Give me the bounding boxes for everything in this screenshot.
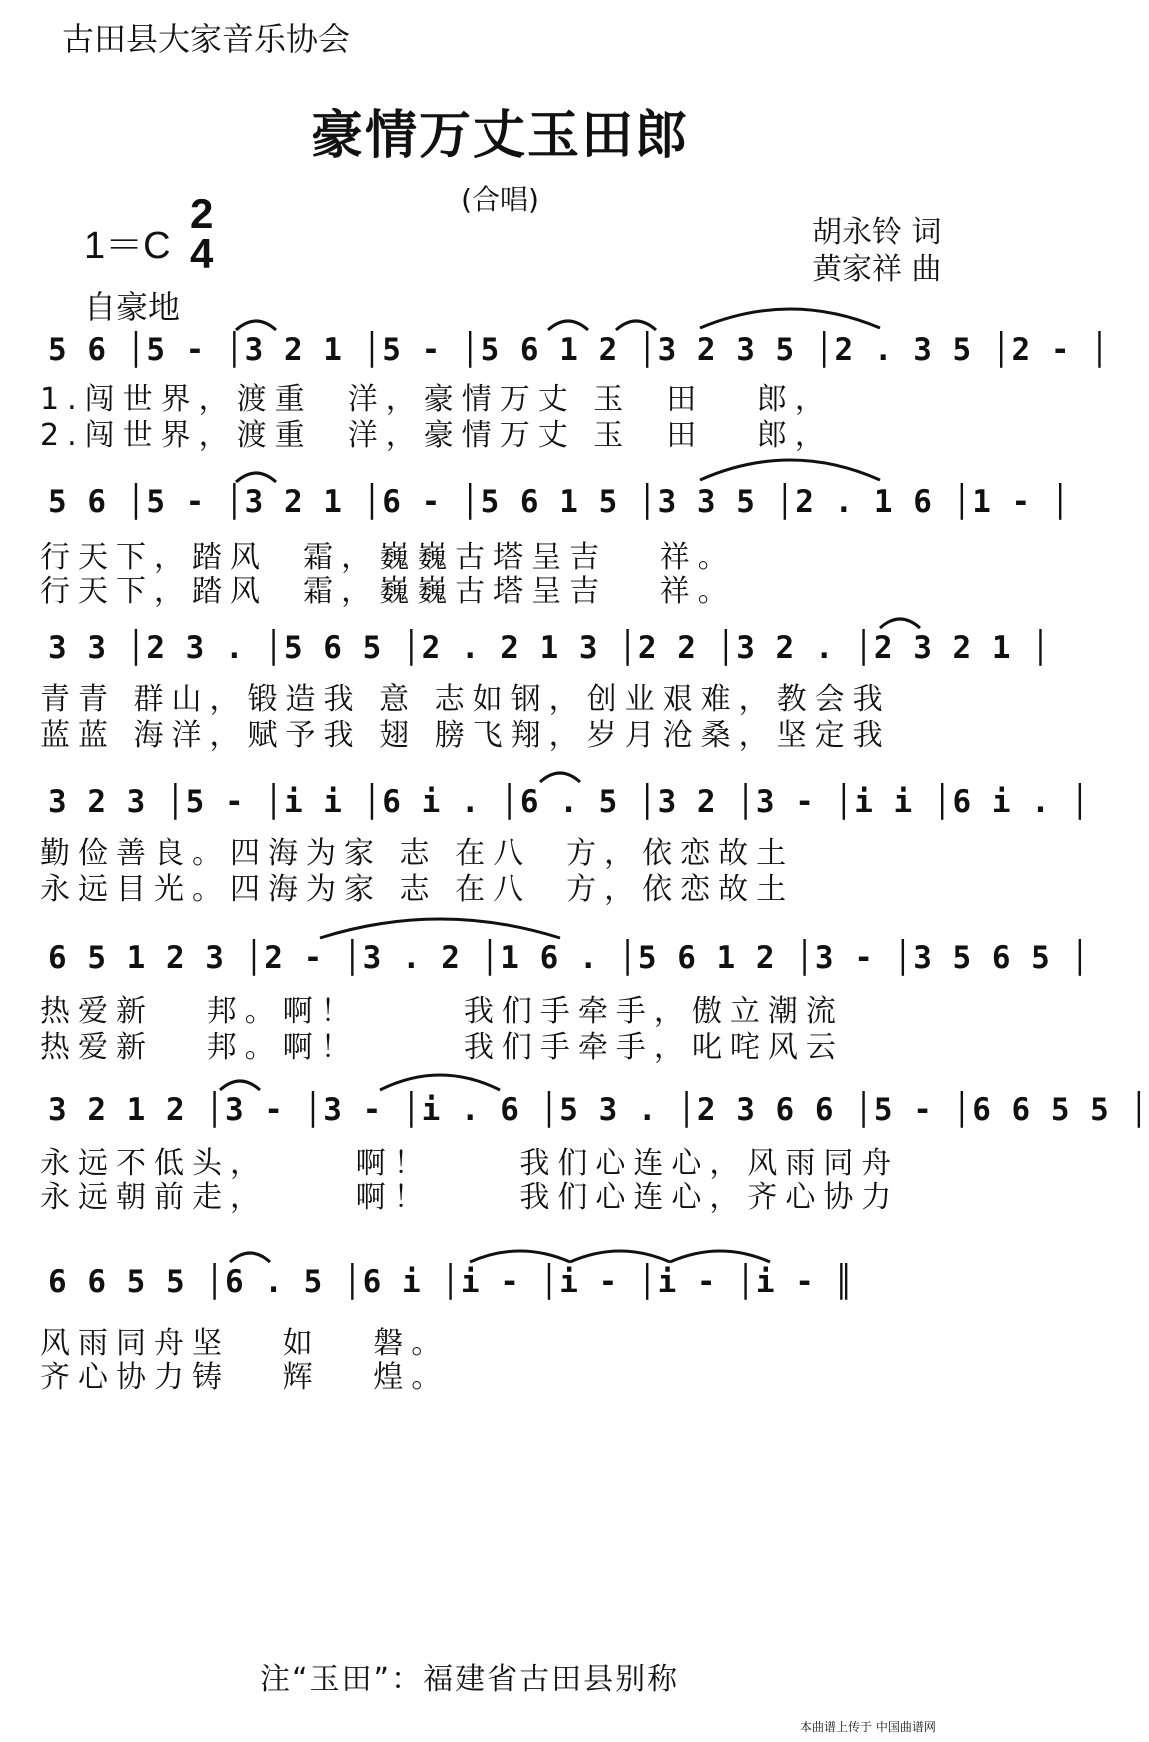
lyrics-line-3-verse-2: 蓝蓝 海洋，赋予我 翅 膀飞翔，岁月沧桑，坚定我 [40, 718, 891, 753]
organization-label: 古田县大家音乐协会 [62, 20, 351, 58]
slur-arc [548, 321, 588, 330]
song-title: 豪情万丈玉田郎 [310, 106, 689, 166]
slur-arc [700, 309, 880, 328]
slur-arc [880, 619, 920, 628]
slur-arc [570, 1251, 670, 1262]
song-subtitle: (合唱) [461, 183, 539, 216]
score-notes-line-2: 5 6 │5 - │3 2 1 │6 - │5 6 1 5 │3 3 5 │2 . 1 6 │1 - │ [48, 484, 1071, 520]
lyrics-line-6-verse-1: 永远不低头， 啊！ 我们心连心，风雨同舟 [40, 1146, 900, 1181]
slur-arc [540, 773, 580, 782]
lyrics-line-2-verse-1: 行天下，踏风 霜，巍巍古塔呈吉 祥。 [40, 540, 736, 575]
time-signature-top: 2 [190, 190, 214, 237]
slur-arc [236, 473, 276, 482]
slur-arc [700, 460, 880, 480]
key-signature: 1＝C [84, 225, 171, 267]
lyrics-line-1-verse-2: 2.闯世界，渡重 洋，豪情万丈 玉 田 郎， [40, 418, 833, 453]
slur-arc [670, 1251, 770, 1262]
score-notes-line-5: 6 5 1 2 3 │2 - │3 . 2 │1 6 . │5 6 1 2 │3 - │3 5 6 5 │ [48, 940, 1091, 976]
lyrics-line-4-verse-1: 勤俭善良。四海为家 志 在八 方，依恋故土 [40, 836, 795, 871]
slur-arc [380, 1075, 500, 1090]
time-signature-bottom: 4 [190, 230, 214, 277]
score-notes-line-3: 3 3 │2 3 . │5 6 5 │2 . 2 1 3 │2 2 │3 2 . │2 3 2 1 │ [48, 630, 1051, 666]
score-notes-line-7: 6 6 5 5 │6 . 5 │6 i │i - │i - │i - │i - ║ [48, 1264, 855, 1300]
lyrics-line-1-verse-1: 1.闯世界，渡重 洋，豪情万丈 玉 田 郎， [40, 382, 833, 417]
score-notes-line-1: 5 6 │5 - │3 2 1 │5 - │5 6 1 2 │3 2 3 5 │2 . 3 5 │2 - │ [48, 332, 1110, 368]
lyrics-line-4-verse-2: 永远目光。四海为家 志 在八 方，依恋故土 [40, 872, 795, 907]
lyrics-line-5-verse-2: 热爱新 邦。啊！ 我们手牵手，叱咤风云 [40, 1030, 844, 1065]
score-notes-line-4: 3 2 3 │5 - │i i │6 i . │6 . 5 │3 2 │3 - │i i │6 i . │ [48, 784, 1091, 820]
lyrics-line-5-verse-1: 热爱新 邦。啊！ 我们手牵手，傲立潮流 [40, 994, 844, 1029]
slur-arc [616, 321, 656, 330]
slur-arc [236, 321, 276, 330]
lyricist-credit: 胡永铃 词 [812, 215, 942, 250]
lyrics-line-6-verse-2: 永远朝前走， 啊！ 我们心连心，齐心协力 [40, 1180, 900, 1215]
lyrics-line-3-verse-1: 青青 群山，锻造我 意 志如钢，创业艰难，教会我 [40, 682, 891, 717]
slur-arc [220, 1081, 260, 1090]
lyrics-line-7-verse-2: 齐心协力铸 辉 煌。 [40, 1360, 450, 1395]
footnote: 注“玉田”：福建省古田县别称 [260, 1662, 680, 1697]
slur-arc [320, 919, 560, 938]
score-notes-line-6: 3 2 1 2 │3 - │3 - │i . 6 │5 3 . │2 3 6 6 │5 - │6 6 5 5 │ [48, 1092, 1149, 1128]
slur-arc [230, 1253, 270, 1262]
tempo-marking: 自豪地 [84, 288, 181, 326]
watermark: 本曲谱上传于 中国曲谱网 [800, 1720, 936, 1734]
slur-arc [470, 1251, 570, 1262]
composer-credit: 黄家祥 曲 [812, 252, 942, 287]
lyrics-line-7-verse-1: 风雨同舟坚 如 磐。 [40, 1326, 450, 1361]
lyrics-line-2-verse-2: 行天下，踏风 霜，巍巍古塔呈吉 祥。 [40, 574, 736, 609]
